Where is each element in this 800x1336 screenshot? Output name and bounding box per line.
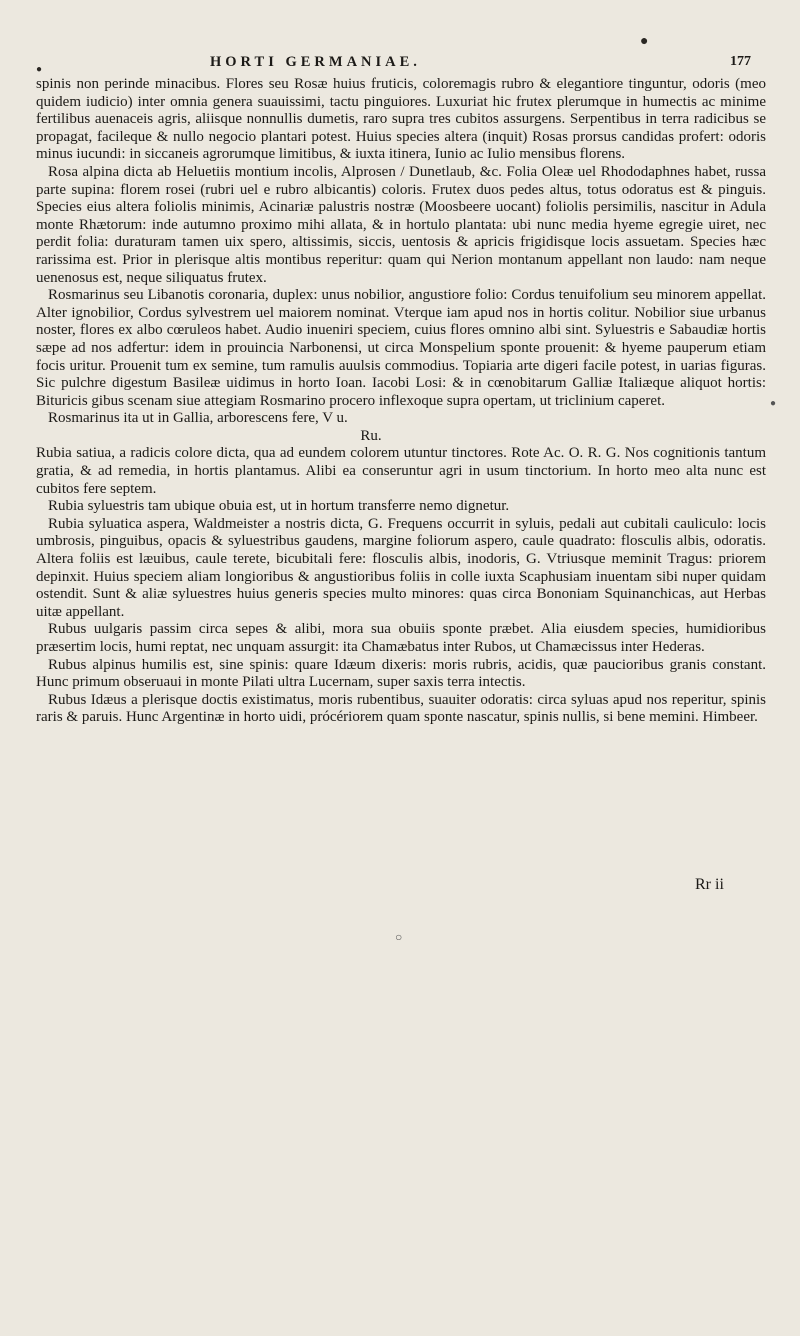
entry-rubus-idaeus: Rubus Idæus a plerisque doctis existimatus, moris rubentibus, suauiter odoratis: circa syluas apud nos reperitur, spinis raris & paruis. Hunc Argentinæ in horto uidi, prócériorem quam sponte nascatur, spinis nullis, si bene memini. Himbeer. bbox=[36, 691, 766, 726]
page-number: 177 bbox=[730, 54, 751, 69]
paragraph-rosa-continuation: spinis non perinde minacibus. Flores seu Rosæ huius fruticis, coloremagis rubro & elegantiore tinguntur, odoris (meo quidem iudicio) inter omnia genera suauissimi, tactu pinguiores. Luxuriat hic frutex plerumque in humectis ac minime fertilibus auenaceis agris, aliisque nonnullis dumetis, raro supra tres cubitos assurgens. Serpentibus in terra radicibus se propagat, facileque & nullo negocio plantari potest. Huius species altera (inquit) Rosas prorsus candidas profert: odoris minus iucundi: in siccaneis agrorumque limitibus, & iuxta itinera, Iunio ac Iulio mensibus florens. bbox=[36, 76, 766, 163]
entry-rubia-sativa: Rubia satiua, a radicis colore dicta, qua ad eundem colorem utuntur tinctores. Rote Ac. O. R. G. Nos cognitionis tantum gratia, & ad remedia, in hortis plantamus. Alibi ea conseruntur agri in usum tinctorium. In horto meo alta nunc est cubitos fere septem. bbox=[36, 445, 766, 497]
entry-rubia-sylvestris: Rubia syluestris tam ubique obuia est, ut in hortum transferre nemo dignetur. bbox=[48, 498, 510, 515]
entry-rosmarinus: Rosmarinus seu Libanotis coronaria, duplex: unus nobilior, angustiore folio: Cordus tenuifolium seu minorem appellat. Alter ignobilior, Cordus sylvestrem uel maiorem nominat. Vterque iam apud nos in hortis colitur. Nobilior siue urbanus noster, flores ex albo cœruleos habet. Audio inueniri speciem, cuius flores omnino albi sint. Syluestris e Sabaudiæ hortis sæpe ad nos adfertur: idem in prouincia Narbonensi, ut circa Monspelium sponte prouenit: & hyeme pauperum etiam focis uritur. Prouenit tum ex semine, tum ramulis auulsis commodius. Topiaria arte digeri facile potest, in uarias figuras. Sic pulchre digestum Basileæ uidimus in horto Ioan. Iacobi Losi: & in cœnobitarum Galliæ Italiæque aliquot hortis: Bituricis gibus scenam siue attegiam Rosmarino procero inflexoque supra opertam, ut triclinium caperet. bbox=[36, 287, 766, 409]
ink-dot: ○ bbox=[395, 930, 403, 944]
section-heading-ru: Ru. bbox=[360, 427, 382, 444]
ink-dot: ● bbox=[640, 34, 649, 49]
ink-dot: ● bbox=[36, 64, 43, 75]
entry-rubia-sylvatica: Rubia syluatica aspera, Waldmeister a nostris dicta, G. Frequens occurrit in syluis, pedali aut cubitali cauliculo: locis umbrosis, pinguibus, opacis & syluestribus gaudens, margine foliorum aspero, caule quadrato: flosculis albis, odoratis. Altera foliis est læuibus, caule terete, bicubitali fere: flosculis albis, inodoris, G. Vtriusque meminit Tragus: priorem depinxit. Huius speciem aliam longioribus & angustioribus foliis in colle iuxta Scaphusiam inuentam sibi nuper quidam ostendit. Sunt & aliæ syluestres huius generis species multo minores: quas circa Bononiam Squinanchicas, aut Herbas uitæ appellant. bbox=[36, 515, 766, 620]
running-head: HORTI GERMANIAE. bbox=[210, 54, 421, 70]
ink-dot: ● bbox=[770, 398, 777, 409]
body-text bbox=[36, 76, 766, 727]
entry-rosmarinus-gallia: Rosmarinus ita ut in Gallia, arborescens fere, V u. bbox=[48, 410, 348, 427]
entry-rubus-alpinus: Rubus alpinus humilis est, sine spinis: quare Idæum dixeris: moris rubris, acidis, quæ paucioribus granis constant. Hunc primum obseruaui in monte Pilati ultra Lucernam, super saxis terra intectis. bbox=[36, 656, 766, 691]
signature-mark: Rr ii bbox=[695, 876, 724, 893]
entry-rosa-alpina: Rosa alpina dicta ab Heluetiis montium incolis, Alprosen / Dunetlaub, &c. Folia Oleæ uel Rhododaphnes habet, russa parte supina: florem rosei (rubri uel e rubro albicantis) coloris. Frutex duos pedes altus, totus odoratus est & pinguis. Species eius altera foliolis minimis, Acinariæ palustris nostræ (Moosbeere uocant) foliolis persimilis, nascitur in Adula monte Rhætorum: inde autumno proximo mihi allata, & in hortulo plantata: ubi nunc media hyeme egregie uiret, nec perdit folia: duraturam tamen uix spero, altissimis, siccis, uentosis & apricis frigidisque locis assuetam. Species hæc rarissima est. Prior in plerisque altis montibus reperitur: quam qui Nerion montanum appellant non laudo: nam neque uenenosus est, neque siliquatus frutex. bbox=[36, 163, 766, 286]
entry-rubus-vulgaris: Rubus uulgaris passim circa sepes & alibi, mora sua obuiis sponte præbet. Alia eiusdem species, humidioribus præsertim locis, humi reptat, nec unquam assurgit: ita Chamæbatus inter Rubos, ut Chamæcissus inter Hederas. bbox=[36, 621, 766, 655]
